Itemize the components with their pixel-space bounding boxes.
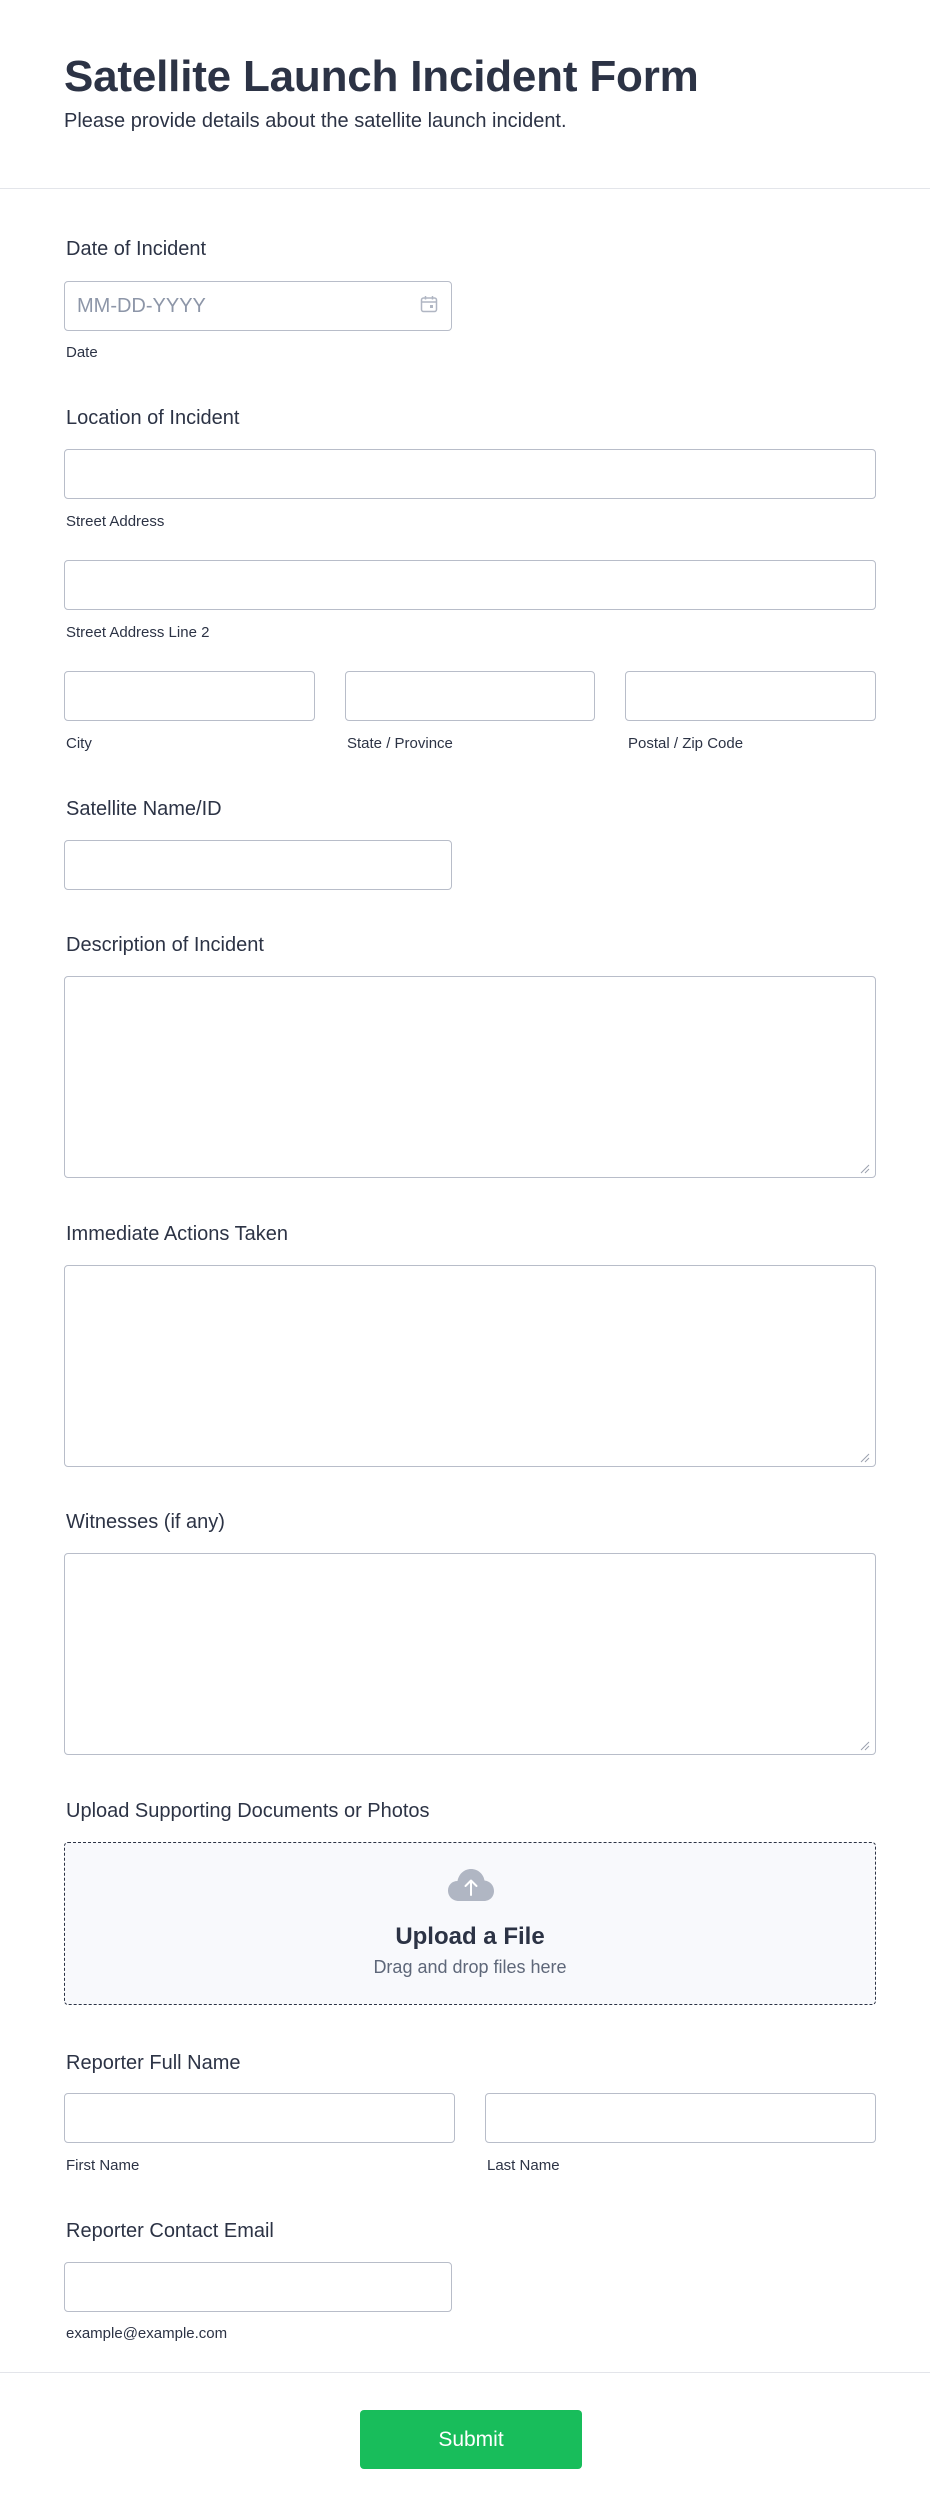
calendar-icon[interactable] [420, 295, 438, 313]
resize-grip-icon[interactable] [860, 1164, 870, 1174]
state-province-sublabel: State / Province [347, 735, 453, 752]
file-upload-dropzone[interactable] [64, 1842, 876, 2005]
upload-subtitle: Drag and drop files here [373, 1957, 567, 1977]
street-address-sublabel: Street Address [66, 513, 165, 530]
first-name-sublabel: First Name [66, 2157, 140, 2174]
street-address-line2-sublabel: Street Address Line 2 [66, 624, 210, 641]
witnesses-label: Witnesses (if any) [66, 1511, 225, 1533]
form-title: Satellite Launch Incident Form [64, 52, 699, 101]
date-sublabel: Date [66, 344, 98, 361]
upload-label: Upload Supporting Documents or Photos [66, 1800, 430, 1822]
reporter-name-label: Reporter Full Name [66, 2052, 241, 2074]
resize-grip-icon[interactable] [860, 1453, 870, 1463]
form-header [0, 0, 930, 189]
form-subtitle: Please provide details about the satellite launch incident. [64, 110, 567, 132]
description-textarea[interactable] [64, 976, 876, 1178]
date-of-incident-input[interactable] [64, 281, 452, 331]
actions-textarea[interactable] [64, 1265, 876, 1467]
street-address-input[interactable] [64, 449, 876, 499]
city-input[interactable] [64, 671, 315, 721]
submit-button[interactable]: Submit [360, 2410, 582, 2469]
postal-code-input[interactable] [625, 671, 876, 721]
first-name-input[interactable] [64, 2093, 455, 2143]
city-sublabel: City [66, 735, 92, 752]
street-address-line2-input[interactable] [64, 560, 876, 610]
form-footer [0, 2372, 930, 2517]
description-label: Description of Incident [66, 934, 264, 956]
reporter-email-sublabel: example@example.com [66, 2325, 228, 2342]
satellite-name-input[interactable] [64, 840, 452, 890]
actions-label: Immediate Actions Taken [66, 1223, 288, 1245]
witnesses-textarea[interactable] [64, 1553, 876, 1755]
satellite-name-label: Satellite Name/ID [66, 798, 222, 820]
postal-code-sublabel: Postal / Zip Code [628, 735, 744, 752]
last-name-sublabel: Last Name [487, 2157, 560, 2174]
reporter-email-label: Reporter Contact Email [66, 2220, 274, 2242]
reporter-email-input[interactable] [64, 2262, 452, 2312]
resize-grip-icon[interactable] [860, 1741, 870, 1751]
location-label: Location of Incident [66, 407, 240, 429]
last-name-input[interactable] [485, 2093, 876, 2143]
cloud-upload-icon [447, 1867, 495, 1903]
state-province-input[interactable] [345, 671, 595, 721]
date-of-incident-label: Date of Incident [66, 238, 207, 260]
upload-title: Upload a File [395, 1923, 545, 1950]
